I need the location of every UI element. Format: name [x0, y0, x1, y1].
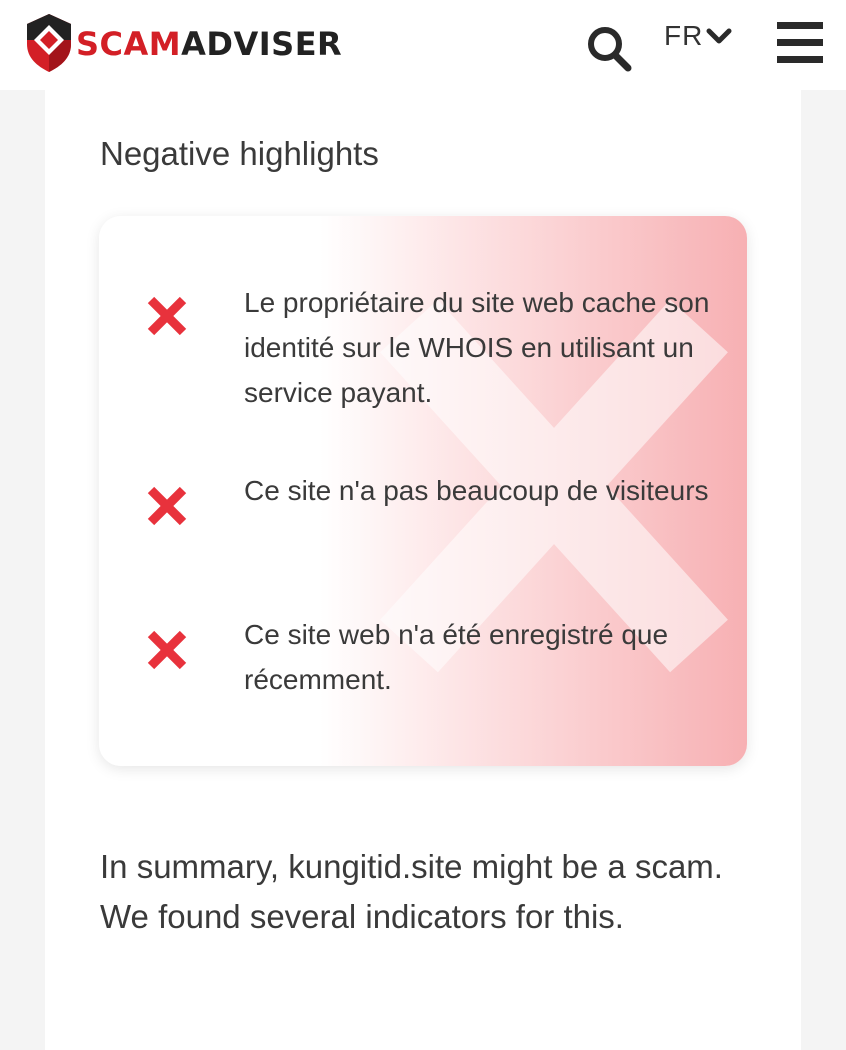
negative-highlights-title: Negative highlights	[100, 135, 379, 172]
logo-wordmark	[76, 25, 343, 63]
site-header	[0, 0, 846, 90]
logo-word-scam: SCAM	[76, 25, 182, 63]
negative-item-text: Le propriétaire du site web cache son identité sur le WHOIS en utilisant un service payant.	[244, 287, 710, 408]
logo-word-adviser: ADVISER	[181, 25, 343, 63]
red-x-icon	[143, 482, 191, 530]
hamburger-menu-icon[interactable]	[777, 22, 825, 68]
language-selector[interactable]	[664, 22, 733, 50]
language-label: FR	[664, 20, 704, 51]
chevron-down-icon	[705, 26, 733, 46]
red-x-icon	[143, 626, 191, 674]
negative-item-text: Ce site n'a pas beaucoup de visiteurs	[244, 475, 709, 506]
red-x-icon	[143, 292, 191, 340]
menu-bar-bottom	[777, 56, 823, 63]
search-button[interactable]	[584, 22, 636, 74]
menu-bar-middle	[777, 39, 823, 46]
content-card	[45, 90, 801, 1050]
search-icon	[584, 22, 636, 74]
negative-highlights-box	[99, 216, 747, 766]
summary-text: In summary, kungitid.site might be a scam. We found several indicators for this.	[100, 848, 723, 935]
scamadviser-logo[interactable]	[26, 13, 342, 73]
shield-logo-icon	[26, 13, 72, 73]
negative-item-text: Ce site web n'a été enregistré que récemment.	[244, 619, 669, 695]
menu-bar-top	[777, 22, 823, 29]
